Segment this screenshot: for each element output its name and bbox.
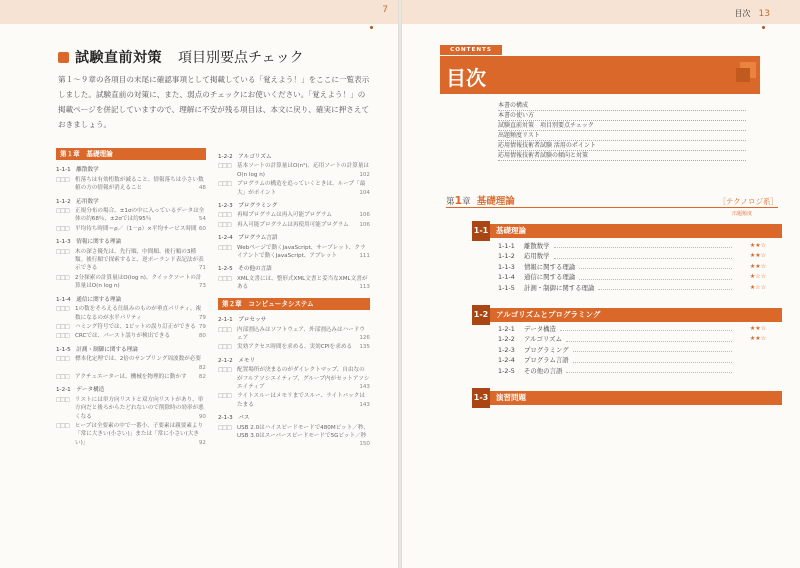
toc-leader [566, 366, 732, 373]
item-description: 実効アクセス時間を求める、実効CPIを求める [237, 344, 353, 351]
title-square-icon [58, 52, 69, 63]
toc-number: 1-2-4 [498, 356, 515, 365]
checkbox-icon: □□□ [218, 181, 231, 188]
item-description: 1の数をそろえる仕組みのものが垂直パリティ、複数になるのが水平パリティ [75, 306, 202, 321]
checkbox-icon: □□□ [56, 306, 69, 313]
header-label: 目次 [734, 9, 751, 18]
importance-label: 出題頻度 [732, 211, 753, 217]
item-description: 内部割込みはソフトウェア、外部割込みはハードウェア [237, 326, 365, 341]
item-description: リストには単方向リストと双方向リストがあり、単方向だと後ろからたどれないので削除時の効率が悪くなる [75, 396, 204, 420]
checkbox-icon: □□□ [56, 333, 69, 340]
checkbox-icon: □□□ [56, 422, 69, 429]
decor-square [736, 68, 750, 82]
item-description: 再入可能プログラムは再使用可能プログラム [237, 221, 349, 228]
item-text [75, 207, 206, 224]
section-bar-1-3 [472, 391, 782, 405]
toc-number: 1-1-2 [498, 252, 515, 261]
item-description: 再帰プログラムは再入可能プログラム [237, 212, 332, 219]
checklist-item [218, 424, 370, 449]
checklist-item [218, 326, 370, 343]
item-page-number: 104 [359, 189, 370, 196]
item-text [237, 162, 370, 179]
front-matter-item: 本書の構成 [498, 101, 746, 111]
section-heading: 1-1-2 応用数学 [56, 198, 99, 205]
checkbox-icon: □□□ [218, 326, 231, 333]
section-heading: 2-1-3 バス [218, 415, 250, 422]
item-text [75, 176, 206, 193]
toc-number: 1-2-1 [498, 325, 515, 333]
checklist-item [218, 162, 370, 179]
page-dot [370, 26, 373, 29]
toc-leader [560, 324, 732, 331]
chapter-suffix: 章 [462, 197, 471, 207]
section-number: 1-1 [472, 221, 490, 241]
checklist-item [56, 248, 206, 273]
toc-leader [579, 272, 732, 279]
item-description: プログラムの構造を追っていくときは、ループ「最大」がポイント [237, 181, 366, 196]
item-description: アクチュエーターは、機械を物理的に動かす [75, 373, 187, 380]
toc-leader [598, 283, 732, 290]
title-main: 試験直前対策 [75, 50, 162, 66]
toc-title: 離散数学 [524, 242, 550, 250]
checkbox-icon: □□□ [56, 274, 69, 281]
checklist-item [56, 207, 206, 224]
item-text [237, 244, 370, 261]
checkbox-icon: □□□ [56, 323, 69, 330]
chapter-category: ［テクノロジ系］ [718, 197, 778, 206]
toc-title: アルゴリズム [524, 335, 562, 344]
front-matter-item: 応用情報技術者試験 活用のポイント [498, 141, 746, 151]
importance-stars: ★★☆ [749, 242, 766, 249]
item-text [237, 221, 370, 229]
item-text [237, 326, 370, 343]
item-page-number: 111 [359, 253, 370, 260]
item-page-number: 90 [198, 413, 206, 420]
importance-stars [736, 345, 766, 355]
checklist-item [218, 221, 370, 229]
toc-title: データ構造 [524, 325, 556, 333]
section-title: 演習問題 [496, 393, 526, 402]
checklist-item [218, 244, 370, 261]
toc-row [498, 355, 766, 365]
checkbox-icon: □□□ [218, 163, 231, 170]
item-text [75, 355, 206, 372]
toc-title: 計測・制御に関する理論 [524, 283, 595, 292]
toc-row [498, 262, 766, 272]
toc-leader [554, 241, 732, 248]
item-text [75, 225, 206, 233]
item-page-number: 60 [198, 225, 206, 232]
toc-list-1-1 [498, 241, 766, 293]
item-text [75, 274, 206, 291]
checklist-item [218, 392, 370, 409]
checklist-column-1 [56, 148, 206, 448]
checklist-item [218, 275, 370, 292]
checklist-item [56, 422, 206, 447]
checklist-item [218, 366, 370, 391]
item-description: 標本化定理では、2倍のサンプリング周波数が必要 [75, 356, 202, 363]
item-description: ヒープは全要素の中で一番小、子要素は親要素より「常に大きい(小さい)」または「常に小さい(大きい)」 [75, 422, 204, 446]
checkbox-icon: □□□ [56, 176, 69, 183]
checklist-item [56, 274, 206, 291]
item-page-number: 82 [198, 364, 206, 371]
item-page-number: 48 [198, 185, 206, 192]
title-sub: 項目別要点チェック [178, 50, 304, 66]
item-text [237, 275, 370, 292]
checklist-item [218, 343, 370, 351]
page-dot [762, 26, 765, 29]
chapter-name: 基礎理論 [476, 196, 515, 207]
checkbox-icon: □□□ [218, 275, 231, 282]
section-heading: 1-2-2 アルゴリズム [218, 154, 272, 160]
item-description: 2分探索の計算量はO(log n)、クイックソートの計算量はO(n log n) [75, 274, 202, 290]
toc-number: 1-1-4 [498, 273, 515, 282]
item-description: ハミング符号では、1ビットの誤り訂正ができる [75, 323, 196, 330]
item-description: 平均待ち時間＝ρ／（1－ρ）×平均サービス時間 [75, 225, 197, 232]
toc-title: その他の言語 [524, 366, 563, 375]
front-matter-item: 応用情報技術者試験の傾向と対策 [498, 151, 746, 161]
toc-leader [579, 262, 732, 269]
section-heading: 1-1-3 情報に関する理論 [56, 239, 122, 246]
front-matter-item: 試験直前対策 項目別要点チェック [498, 121, 746, 131]
item-text [237, 366, 370, 391]
toc-title: プログラミング [524, 345, 569, 354]
item-text [237, 392, 370, 409]
checklist-item [56, 323, 206, 331]
toc-title: 応用数学 [524, 252, 550, 261]
importance-stars: ★☆☆ [749, 273, 766, 281]
item-text [75, 305, 206, 322]
item-page-number: 126 [359, 334, 370, 341]
item-description: 配置場所が決まるのがダイレクトマップ、自由なのがフルアソシエイティブ、グループ内がセットアソシエイティブ [237, 367, 370, 390]
checkbox-icon: □□□ [218, 424, 231, 431]
front-matter-item: 出題頻度リスト [498, 131, 746, 141]
item-description: Webページで動くJavaScript、サーブレット、クライアントで動くJavaScript、アプレット [237, 244, 366, 260]
right-page [402, 0, 800, 568]
item-description: 木の深さ優先は、先行順、中間順、後行順の3種類。後行順で探索すると、逆ポーランド表記法が表示できる [75, 248, 204, 272]
toc-number: 1-1-3 [498, 262, 515, 271]
toc-row [498, 241, 766, 251]
toc-row [498, 334, 766, 344]
section-heading: 1-1-4 通信に関する理論 [56, 296, 122, 303]
toc-number: 1-2-2 [498, 335, 515, 344]
item-text [237, 180, 370, 197]
front-matter-item: 本書の使い方 [498, 111, 746, 121]
section-heading: 1-2-4 プログラム言語 [218, 235, 278, 242]
item-page-number: 143 [359, 383, 370, 390]
header-band-left [0, 0, 398, 24]
chapter-number: 1 [454, 194, 463, 207]
item-text [237, 211, 370, 219]
toc-leader [573, 345, 732, 352]
item-text [75, 422, 206, 447]
front-matter-list [498, 101, 746, 161]
toc-title: 情報に関する理論 [524, 262, 576, 271]
checkbox-icon: □□□ [218, 244, 231, 251]
importance-stars [736, 366, 766, 376]
checkbox-icon: □□□ [218, 221, 231, 228]
importance-stars: ★☆☆ [749, 283, 766, 291]
item-description: CRCでは、バースト誤りが検出できる [75, 333, 171, 340]
chapter-prefix: 第 [446, 197, 455, 207]
right-page-number: 13 [758, 9, 770, 19]
item-page-number: 113 [359, 284, 370, 291]
item-description: ライトスルーはメモリまでスルー、ライトバックはたまる [237, 393, 365, 408]
toc-list-1-2 [498, 324, 766, 376]
toc-number: 1-2-5 [498, 366, 515, 375]
left-page-title [58, 47, 304, 67]
toc-row [498, 345, 766, 355]
left-page-number: 7 [382, 5, 388, 15]
toc-leader [573, 355, 732, 362]
item-text [75, 396, 206, 421]
item-page-number: 92 [198, 439, 206, 446]
section-number: 1-3 [472, 388, 490, 408]
toc-title: プログラム言語 [524, 356, 569, 365]
toc-row [498, 324, 766, 334]
section-title: 基礎理論 [496, 226, 526, 235]
item-text [237, 343, 370, 351]
item-text [75, 248, 206, 273]
item-description: 桁落ちは有効桁数が減ること、情報落ちは小さい数値の方の情報が消えること [75, 176, 204, 192]
section-heading: 2-1-2 メモリ [218, 357, 256, 364]
toc-number: 1-2-3 [498, 345, 515, 354]
chapter-bar: 第１章 基礎理論 [56, 148, 206, 160]
item-text [75, 332, 206, 340]
toc-row [498, 251, 766, 261]
checklist-item [56, 225, 206, 233]
contents-tab: CONTENTS [440, 45, 502, 55]
item-text [75, 323, 206, 331]
item-page-number: 79 [198, 314, 206, 321]
toc-title-bar [440, 56, 760, 94]
section-heading: 1-1-5 計測・制御に関する理論 [56, 346, 138, 353]
item-page-number: 143 [359, 401, 370, 408]
section-heading: 1-2-1 データ構造 [56, 387, 105, 394]
item-page-number: 102 [359, 171, 370, 178]
section-bar-1-1 [472, 224, 782, 238]
right-page-header [735, 8, 770, 19]
section-title: アルゴリズムとプログラミング [496, 310, 601, 319]
item-description: XML文書には、整形式XML文書と妥当なXML文書がある [237, 275, 368, 291]
item-page-number: 71 [198, 265, 206, 272]
item-page-number: 54 [198, 216, 206, 223]
checklist-item [56, 373, 206, 381]
checklist-item [56, 176, 206, 193]
checkbox-icon: □□□ [56, 225, 69, 232]
item-description: USB 2.0はハイスピードモードで480Mビット／秒、USB 3.0はスーパースピードモードで5Gビット／秒 [237, 424, 370, 439]
toc-number: 1-1-1 [498, 242, 515, 250]
toc-title: 目次 [446, 66, 486, 90]
toc-leader [566, 334, 732, 341]
item-text [237, 424, 370, 449]
toc-row [498, 366, 766, 376]
item-page-number: 73 [198, 283, 206, 290]
toc-title: 通信に関する理論 [524, 273, 576, 282]
checkbox-icon: □□□ [218, 367, 231, 374]
checkbox-icon: □□□ [56, 208, 69, 215]
importance-stars: ★★☆ [749, 262, 766, 270]
section-heading: 1-1-1 離散数学 [56, 167, 99, 174]
checklist-column-2 [218, 148, 370, 450]
toc-number: 1-1-5 [498, 283, 515, 292]
item-page-number: 106 [359, 212, 370, 219]
section-heading: 2-1-1 プロセッサ [218, 317, 267, 324]
toc-leader [554, 251, 732, 258]
item-page-number: 82 [198, 373, 206, 380]
chapter-heading [446, 193, 778, 207]
section-heading: 1-2-3 プログラミング [218, 203, 278, 210]
section-number: 1-2 [472, 305, 490, 325]
checkbox-icon: □□□ [218, 344, 231, 351]
intro-paragraph: 第１～９章の各項目の末尾に確認事項として掲載している「覚えよう！」をここに一覧表示しました。試験直前の対策に、また、弱点のチェックにお使いください。「覚えよう！」の掲載ページを併記していますので、理解に不安が残る項目は、本文に戻り、確実に押さえておきましょう。 [58, 75, 370, 129]
toc-row [498, 283, 766, 293]
checkbox-icon: □□□ [56, 396, 69, 403]
item-page-number: 80 [198, 333, 206, 340]
item-page-number: 135 [359, 344, 370, 351]
toc-row [498, 272, 766, 282]
section-heading: 1-2-5 その他の言語 [218, 266, 272, 273]
checkbox-icon: □□□ [56, 356, 69, 363]
importance-stars [736, 355, 766, 365]
checklist-item [56, 305, 206, 322]
checklist-item [56, 355, 206, 372]
checklist-item [56, 332, 206, 340]
checkbox-icon: □□□ [56, 248, 69, 255]
item-description: 基本ソートの計算量はO(n²)、応用ソートの計算量はO(n log n) [237, 163, 370, 178]
chapter-bar: 第２章 コンピュータシステム [218, 298, 370, 310]
checklist-item [218, 211, 370, 219]
checkbox-icon: □□□ [218, 393, 231, 400]
left-page [0, 0, 398, 568]
item-page-number: 79 [198, 323, 206, 330]
importance-stars: ★★☆ [749, 252, 766, 260]
checklist-item [56, 396, 206, 421]
item-page-number: 106 [359, 221, 370, 228]
item-text [75, 373, 206, 381]
checkbox-icon: □□□ [56, 373, 69, 380]
item-page-number: 150 [359, 441, 370, 448]
chapter-rule [446, 207, 778, 208]
importance-stars: ★★☆ [749, 325, 766, 332]
section-bar-1-2 [472, 308, 782, 322]
importance-stars: ★★☆ [749, 335, 766, 343]
checklist-item [218, 180, 370, 197]
item-description: 正規分布の場合、±1σの中に入っているデータは全体の約68％、±2σでは約95％ [75, 208, 205, 223]
checkbox-icon: □□□ [218, 212, 231, 219]
